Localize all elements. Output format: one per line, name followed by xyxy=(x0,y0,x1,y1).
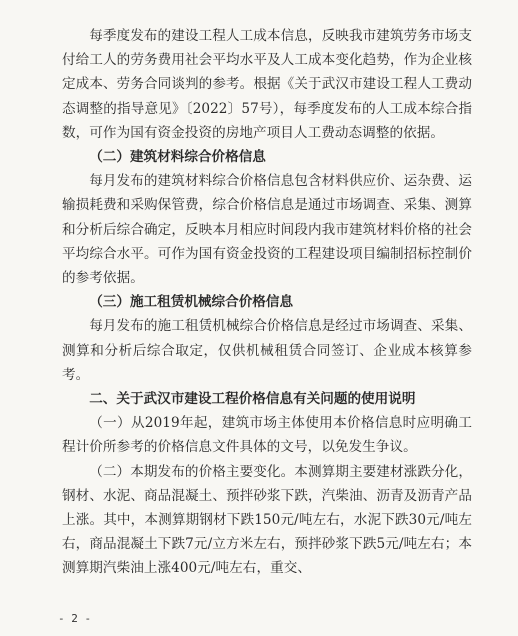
heading-machinery-rental: （三）施工租赁机械综合价格信息 xyxy=(89,294,294,311)
document-body xyxy=(62,24,472,581)
heading-usage-notes: 二、关于武汉市建设工程价格信息有关问题的使用说明 xyxy=(89,391,416,408)
page-number: - 2 - xyxy=(58,612,92,625)
paragraph-labor-cost: 每季度发布的建设工程人工成本信息，反映我市建筑劳务市场支付给工人的劳务费用社会平均水平及人工成本变化趋势，作为企业核定成本、劳务合同谈判的参考。根据《关于武汉市建设工程人工费动态调整的指导意见》〔2022〕57号），每季度发布的人工成本综合指数，可作为国有资金投资的房地产项目人工费动态调整的依据。 xyxy=(62,28,472,141)
heading-building-materials: （二）建筑材料综合价格信息 xyxy=(89,149,266,166)
paragraph-machinery-rental: 每月发布的施工租赁机械综合价格信息是经过市场调查、采集、测算和分析后综合取定，仅供机械租赁合同签订、企业成本核算参考。 xyxy=(62,318,472,383)
paragraph-usage-note-2: （二）本期发布的价格主要变化。本测算期主要建材涨跌分化，钢材、水泥、商品混凝土、预拌砂浆下跌，汽柴油、沥青及沥青产品上涨。其中，本测算期钢材下跌150元/吨左右，水泥下跌30元/吨左右，商品混凝土下跌7元/立方米左右，预拌砂浆下跌5元/吨左右；本测算期汽柴油上涨400元/吨左右，重交、 xyxy=(62,463,472,577)
paragraph-usage-note-1: （一）从2019年起，建筑市场主体使用本价格信息时应明确工程计价所参考的价格信息文件具体的文号，以免发生争议。 xyxy=(62,415,472,456)
paragraph-building-materials: 每月发布的建筑材料综合价格信息包含材料供应价、运杂费、运输损耗费和采购保管费，综合价格信息是通过市场调查、采集、测算和分析后综合确定，反映本月相应时间段内我市建筑材料价格的社会平均综合水平。可作为国有资金投资的工程建设项目编制招标控制价的参考依据。 xyxy=(62,173,472,287)
